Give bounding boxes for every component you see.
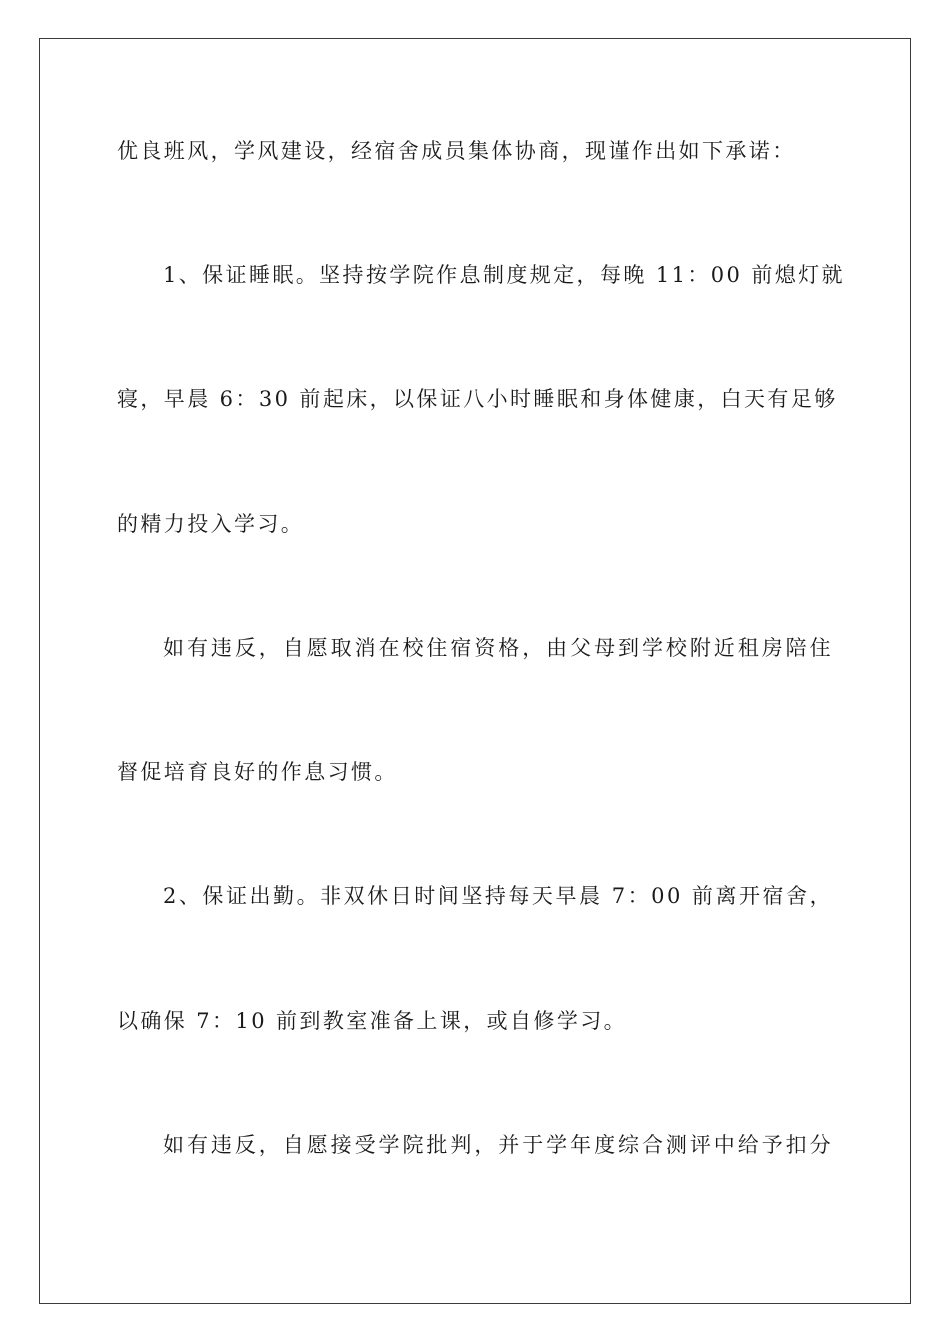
paragraph-line-5: 如有违反，自愿取消在校住宿资格，由父母到学校附近租房陪住 [163, 636, 833, 660]
paragraph-line-2: 1、保证睡眠。坚持按学院作息制度规定，每晚 11：00 前熄灯就 [163, 263, 845, 287]
paragraph-line-9: 如有违反，自愿接受学院批判，并于学年度综合测评中给予扣分 [163, 1133, 833, 1157]
paragraph-line-8: 以确保 7：10 前到教室准备上课，或自修学习。 [117, 1009, 628, 1033]
paragraph-line-7: 2、保证出勤。非双休日时间坚持每天早晨 7：00 前离开宿舍， [163, 884, 833, 908]
paragraph-line-1: 优良班风，学风建设，经宿舍成员集体协商，现谨作出如下承诺： [117, 139, 796, 163]
paragraph-line-3: 寝，早晨 6：30 前起床，以保证八小时睡眠和身体健康，白天有足够 [117, 387, 838, 411]
paragraph-line-6: 督促培育良好的作息习惯。 [117, 760, 398, 784]
page-border [39, 38, 911, 1304]
paragraph-line-4: 的精力投入学习。 [117, 512, 305, 536]
